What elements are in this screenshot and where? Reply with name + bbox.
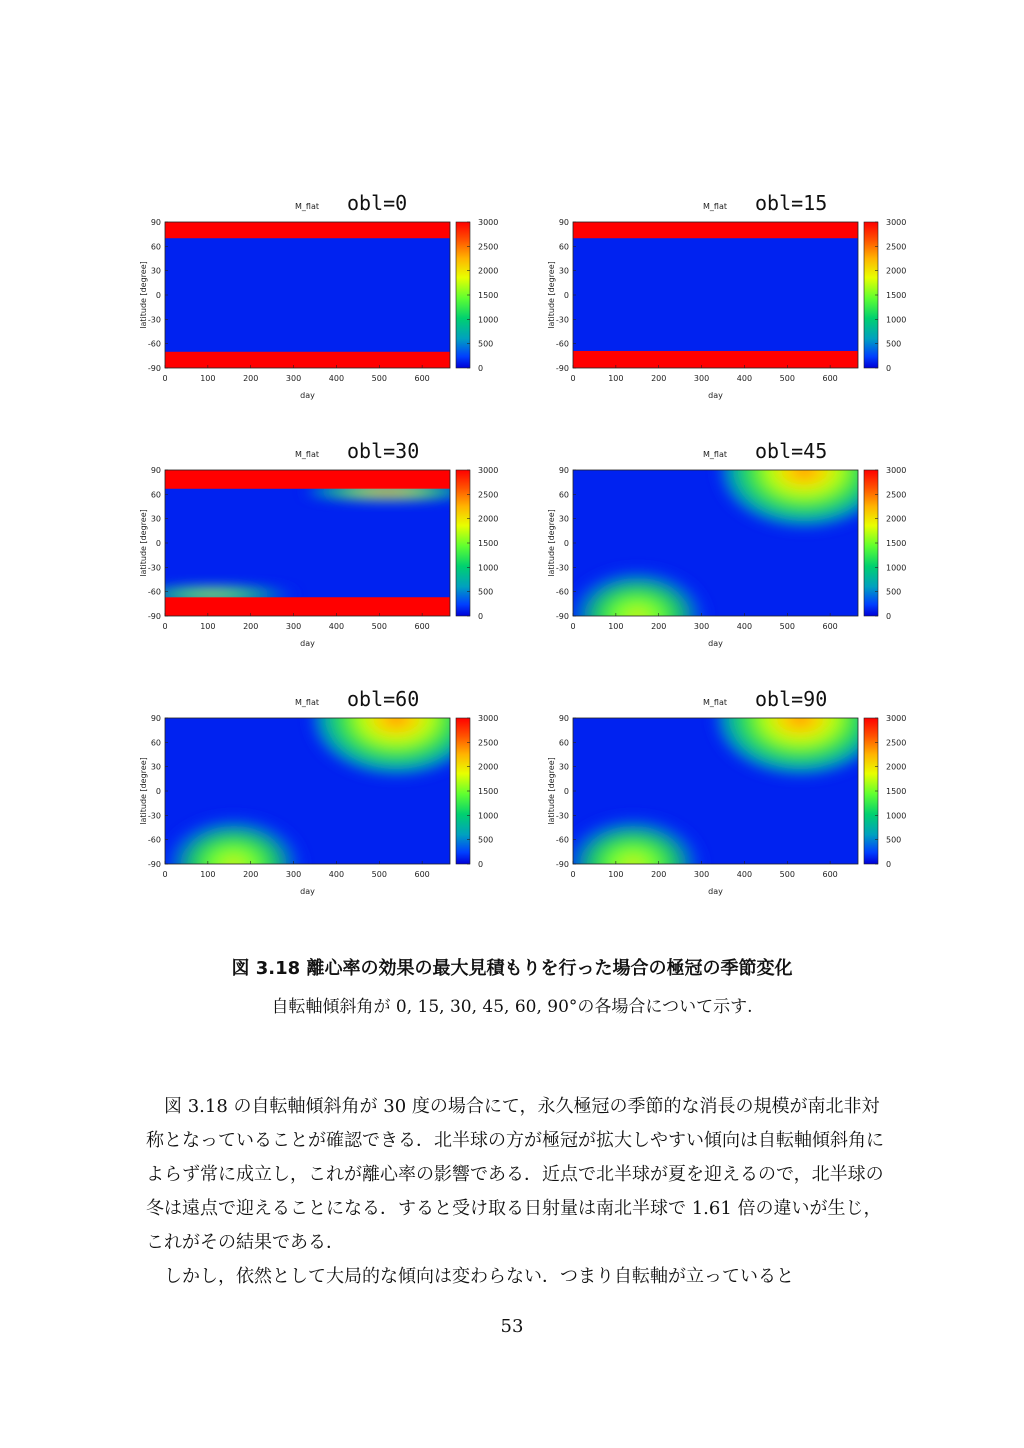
y-tick-label: 30 (558, 762, 569, 772)
y-tick-label: -60 (555, 339, 569, 349)
x-tick-label: 600 (822, 622, 838, 631)
x-tick-label: 100 (200, 870, 216, 879)
y-tick-label: -60 (555, 587, 569, 597)
y-tick-label: -30 (555, 315, 569, 325)
y-tick-label: 90 (558, 218, 569, 227)
x-axis-label: day (300, 887, 315, 896)
y-tick-label: 90 (150, 714, 161, 723)
y-tick-label: 90 (150, 466, 161, 475)
y-axis-label: latitude [degree] (547, 509, 556, 577)
y-tick-label: -60 (555, 835, 569, 845)
plot-area (165, 222, 450, 368)
x-tick-label: 500 (371, 870, 387, 879)
x-tick-label: 500 (779, 622, 795, 631)
y-tick-label: -30 (147, 315, 161, 325)
colorbar-tick-label: 2000 (886, 514, 907, 524)
x-axis-label: day (708, 639, 723, 648)
x-tick-label: 600 (414, 374, 430, 383)
y-axis-label: latitude [degree] (139, 261, 148, 329)
x-tick-label: 400 (328, 374, 345, 383)
x-tick-label: 0 (162, 870, 168, 879)
y-tick-label: 30 (558, 514, 569, 524)
colorbar-tick-label: 0 (886, 612, 892, 621)
y-tick-label: -90 (555, 612, 569, 621)
y-tick-label: -30 (555, 811, 569, 821)
colorbar-tick-label: 500 (886, 339, 902, 349)
y-tick-label: -90 (555, 860, 569, 869)
y-tick-label: 0 (155, 291, 161, 300)
colorbar-tick-label: 3000 (478, 466, 499, 475)
paragraph-2: しかし，依然として大局的な傾向は変わらない．つまり自転軸が立っていると (164, 1266, 794, 1287)
colorbar-tick-label: 1000 (478, 811, 499, 821)
y-axis-label: latitude [degree] (547, 757, 556, 825)
colorbar-tick-label: 0 (886, 364, 892, 373)
y-tick-label: 30 (558, 266, 569, 276)
y-tick-label: 0 (155, 787, 161, 796)
colorbar-tick-label: 3000 (478, 714, 499, 723)
x-tick-label: 300 (693, 870, 710, 879)
heatmap-panel-obl-15 (548, 185, 948, 425)
colorbar-tick-label: 2500 (886, 490, 907, 500)
x-tick-label: 200 (651, 374, 667, 383)
x-tick-label: 100 (200, 622, 216, 631)
x-tick-label: 600 (414, 622, 430, 631)
heatmap-panel-obl-60 (140, 681, 540, 921)
x-tick-label: 600 (822, 870, 838, 879)
y-tick-label: -60 (147, 835, 161, 845)
ice-cap-region (165, 222, 450, 238)
colorbar-tick-label: 1500 (886, 787, 907, 796)
colorbar-tick-label: 0 (478, 364, 484, 373)
y-tick-label: -30 (555, 563, 569, 573)
x-tick-label: 0 (570, 622, 576, 631)
colorbar-tick-label: 0 (478, 612, 484, 621)
x-tick-label: 0 (162, 622, 168, 631)
colorbar-tick-label: 1500 (886, 539, 907, 548)
colorbar-tick-label: 0 (478, 860, 484, 869)
x-tick-label: 200 (651, 870, 667, 879)
x-axis-label: day (708, 887, 723, 896)
colorbar-tick-label: 2000 (886, 762, 907, 772)
panel-title: obl=60 (347, 687, 420, 711)
y-tick-label: -90 (147, 364, 161, 373)
x-axis-label: day (300, 391, 315, 400)
colorbar-tick-label: 500 (886, 835, 902, 845)
y-tick-label: 60 (558, 242, 569, 252)
x-tick-label: 200 (243, 870, 259, 879)
colorbar-tick-label: 1000 (886, 811, 907, 821)
x-tick-label: 200 (243, 622, 259, 631)
y-tick-label: -90 (555, 364, 569, 373)
colorbar-tick-label: 1000 (478, 563, 499, 573)
colorbar-tick-label: 2000 (478, 762, 499, 772)
x-tick-label: 0 (162, 374, 168, 383)
y-tick-label: 30 (150, 266, 161, 276)
y-tick-label: 90 (558, 714, 569, 723)
y-tick-label: 30 (150, 514, 161, 524)
x-tick-label: 500 (371, 374, 387, 383)
y-tick-label: 90 (150, 218, 161, 227)
x-axis-label: day (708, 391, 723, 400)
y-tick-label: 0 (563, 539, 569, 548)
y-tick-label: 90 (558, 466, 569, 475)
panel-title: obl=90 (755, 687, 828, 711)
colorbar-tick-label: 500 (886, 587, 902, 597)
colorbar-tick-label: 3000 (886, 218, 907, 227)
panel-title: obl=15 (755, 191, 828, 215)
heatmap-panel-obl-90 (548, 681, 948, 921)
x-tick-label: 100 (200, 374, 216, 383)
y-tick-label: -90 (147, 860, 161, 869)
panel-title: obl=30 (347, 439, 420, 463)
colorbar-tick-label: 1500 (478, 291, 499, 300)
x-tick-label: 400 (328, 622, 345, 631)
figure-caption-subtitle: 自転軸傾斜角が 0, 15, 30, 45, 60, 90°の各場合について示す. (271, 997, 753, 1017)
x-tick-label: 300 (693, 374, 710, 383)
y-tick-label: 0 (563, 787, 569, 796)
colorbar-tick-label: 1000 (886, 315, 907, 325)
x-tick-label: 400 (328, 870, 345, 879)
x-tick-label: 300 (285, 622, 302, 631)
colorbar-tick-label: 500 (478, 835, 494, 845)
panel-header-label: M_flat (703, 698, 727, 707)
x-tick-label: 200 (243, 374, 259, 383)
x-tick-label: 400 (736, 374, 753, 383)
colorbar-tick-label: 1500 (478, 787, 499, 796)
colorbar-tick-label: 3000 (886, 714, 907, 723)
ice-cap-region (573, 222, 858, 238)
colorbar-tick-label: 1000 (886, 563, 907, 573)
panel-header-label: M_flat (295, 202, 319, 211)
y-axis-label: latitude [degree] (547, 261, 556, 329)
x-tick-label: 200 (651, 622, 667, 631)
heatmap-panel-obl-30 (140, 433, 540, 673)
colorbar-tick-label: 500 (478, 587, 494, 597)
figure-caption-title: 図 3.18 離心率の効果の最大見積もりを行った場合の極冠の季節変化 (231, 958, 793, 979)
x-tick-label: 100 (608, 374, 624, 383)
colorbar-tick-label: 2500 (478, 738, 499, 748)
y-tick-label: 60 (558, 490, 569, 500)
colorbar-tick-label: 1000 (478, 315, 499, 325)
x-tick-label: 0 (570, 374, 576, 383)
x-tick-label: 400 (736, 622, 753, 631)
y-tick-label: -30 (147, 811, 161, 821)
colorbar-tick-label: 500 (478, 339, 494, 349)
colorbar-tick-label: 2500 (886, 242, 907, 252)
x-tick-label: 300 (285, 374, 302, 383)
y-tick-label: 30 (150, 762, 161, 772)
panel-header-label: M_flat (703, 450, 727, 459)
panel-header-label: M_flat (295, 698, 319, 707)
x-tick-label: 300 (693, 622, 710, 631)
colorbar-tick-label: 2500 (478, 490, 499, 500)
x-tick-label: 100 (608, 622, 624, 631)
y-tick-label: 60 (150, 242, 161, 252)
heatmap-panel-obl-0 (140, 185, 540, 425)
x-tick-label: 500 (779, 870, 795, 879)
y-tick-label: 0 (155, 539, 161, 548)
colorbar-tick-label: 2000 (478, 266, 499, 276)
y-axis-label: latitude [degree] (139, 509, 148, 577)
y-tick-label: 60 (558, 738, 569, 748)
x-axis-label: day (300, 639, 315, 648)
x-tick-label: 500 (779, 374, 795, 383)
x-tick-label: 600 (414, 870, 430, 879)
panel-header-label: M_flat (295, 450, 319, 459)
colorbar-tick-label: 2500 (478, 242, 499, 252)
y-tick-label: 60 (150, 490, 161, 500)
x-tick-label: 600 (822, 374, 838, 383)
panel-title: obl=45 (755, 439, 828, 463)
y-tick-label: -30 (147, 563, 161, 573)
x-tick-label: 300 (285, 870, 302, 879)
y-tick-label: -90 (147, 612, 161, 621)
colorbar-tick-label: 0 (886, 860, 892, 869)
colorbar-tick-label: 1500 (886, 291, 907, 300)
heatmap-panel-obl-45 (548, 433, 948, 673)
body-text (146, 1090, 886, 1294)
y-axis-label: latitude [degree] (139, 757, 148, 825)
plot-area (573, 222, 858, 368)
x-tick-label: 500 (371, 622, 387, 631)
colorbar-tick-label: 2000 (478, 514, 499, 524)
y-tick-label: 0 (563, 291, 569, 300)
y-tick-label: -60 (147, 339, 161, 349)
panel-header-label: M_flat (703, 202, 727, 211)
panel-title: obl=0 (347, 191, 408, 215)
colorbar-tick-label: 1500 (478, 539, 499, 548)
colorbar-tick-label: 3000 (478, 218, 499, 227)
y-tick-label: -60 (147, 587, 161, 597)
page-number: 53 (500, 1316, 524, 1337)
colorbar-tick-label: 3000 (886, 466, 907, 475)
y-tick-label: 60 (150, 738, 161, 748)
paragraph-1: 図 3.18 の自転軸傾斜角が 30 度の場合にて，永久極冠の季節的な消長の規模が南北非対称となっていることが確認できる．北半球の方が極冠が拡大しやすい傾向は自転軸傾斜角によらず常に成立し，これが離心率の影響である．近点で北半球が夏を迎えるので，北半球の冬は遠点で迎えることになる．すると受け取る日射量は南北半球で 1.61 倍の違いが生じ，これがその結果である． (146, 1096, 884, 1253)
colorbar-tick-label: 2000 (886, 266, 907, 276)
x-tick-label: 400 (736, 870, 753, 879)
colorbar-tick-label: 2500 (886, 738, 907, 748)
x-tick-label: 0 (570, 870, 576, 879)
x-tick-label: 100 (608, 870, 624, 879)
